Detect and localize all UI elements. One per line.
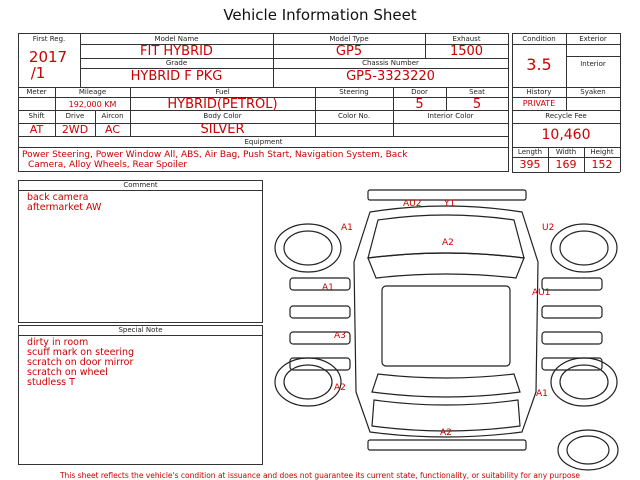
damage-mark-a3: A3 xyxy=(334,331,346,341)
condition-label: Condition xyxy=(522,35,556,43)
equipment-label: Equipment xyxy=(244,138,283,146)
left-front-fender xyxy=(290,278,350,290)
rear-window-shape xyxy=(372,374,520,397)
recycle-fee-value: 10,460 xyxy=(541,127,591,143)
equipment-line-2: Camera, Alloy Wheels, Rear Spoiler xyxy=(28,160,188,170)
grade-label: Grade xyxy=(165,59,188,67)
disclaimer-footer: This sheet reflects the vehicle's condition at issuance and does not guarantee its current state, functionality, or suitability for any purpose xyxy=(59,471,581,480)
damage-mark-a1-left-door: A1 xyxy=(322,283,334,293)
damage-mark-u2: U2 xyxy=(542,223,555,233)
grade-value: HYBRID F PKG xyxy=(130,69,223,84)
color-no-label: Color No. xyxy=(337,112,371,120)
damage-mark-a1-rear-right: A1 xyxy=(536,389,548,399)
info-grid xyxy=(0,0,640,180)
equipment-line-1: Power Steering, Power Window All, ABS, Air Bag, Push Start, Navigation System, Back xyxy=(22,150,408,160)
mileage-value: 192,000 KM xyxy=(68,100,117,109)
special-note-line-1: dirty in room xyxy=(27,337,89,348)
special-note-line-2: scuff mark on steering xyxy=(27,347,135,358)
model-name-label: Model Name xyxy=(154,35,199,43)
door-value: 5 xyxy=(415,97,424,112)
recycle-fee-label: Recycle Fee xyxy=(545,112,587,120)
right-front-fender xyxy=(542,278,602,290)
model-type-value: GP5 xyxy=(335,44,363,59)
first-reg-month: /1 xyxy=(30,64,46,82)
roof-shape xyxy=(382,286,510,366)
first-reg-label: First Reg. xyxy=(32,35,66,43)
seat-label: Seat xyxy=(469,88,485,96)
rear-bumper-shape xyxy=(368,440,526,450)
body-color-value: SILVER xyxy=(200,122,245,137)
chassis-number-value: GP5-3323220 xyxy=(346,69,435,84)
comment-line-1: back camera xyxy=(27,192,89,203)
right-front-door xyxy=(542,306,602,318)
special-note-text xyxy=(19,336,262,388)
aircon-label: Aircon xyxy=(101,112,124,120)
comment-box xyxy=(18,180,263,323)
condition-value: 3.5 xyxy=(526,55,552,74)
length-value: 395 xyxy=(519,158,541,171)
hood-shape xyxy=(368,215,524,258)
comment-label: Comment xyxy=(19,181,262,191)
damage-mark-au2: AU2 xyxy=(403,199,422,209)
equipment-text xyxy=(22,150,508,170)
windshield-shape xyxy=(368,253,524,278)
sheet-title: Vehicle Information Sheet xyxy=(223,6,417,24)
model-type-label: Model Type xyxy=(329,35,369,43)
steering-label: Steering xyxy=(339,88,369,96)
height-value: 152 xyxy=(591,158,613,171)
shift-value: AT xyxy=(29,123,44,136)
syaken-label: Syaken xyxy=(580,88,606,96)
drive-value: 2WD xyxy=(61,123,89,136)
comment-line-2: aftermarket AW xyxy=(27,202,102,213)
tailgate-shape xyxy=(372,400,520,431)
body-color-label: Body Color xyxy=(203,112,242,120)
width-value: 169 xyxy=(555,158,577,171)
chassis-number-label: Chassis Number xyxy=(362,59,419,67)
drive-label: Drive xyxy=(65,112,85,120)
damage-mark-y1: Y1 xyxy=(444,199,456,209)
special-note-line-5: studless T xyxy=(27,377,75,388)
fuel-value: HYBRID(PETROL) xyxy=(167,97,278,112)
comment-text xyxy=(19,191,262,213)
damage-mark-au1: AU1 xyxy=(532,288,551,298)
history-label: History xyxy=(526,88,552,96)
shift-label: Shift xyxy=(28,112,45,120)
meter-label: Meter xyxy=(26,88,47,96)
damage-mark-a1-front-left: A1 xyxy=(341,223,353,233)
damage-mark-a2-hood: A2 xyxy=(442,238,454,248)
damage-mark-a2-rear-left: A2 xyxy=(334,383,346,393)
width-label: Width xyxy=(555,148,577,156)
damage-mark-a2-rear-bumper: A2 xyxy=(440,428,452,438)
special-note-label: Special Note xyxy=(19,326,262,336)
left-front-door xyxy=(290,306,350,318)
exhaust-value: 1500 xyxy=(449,44,484,59)
exhaust-label: Exhaust xyxy=(452,35,481,43)
interior-color-label: Interior Color xyxy=(427,112,474,120)
first-reg-year: 2017 xyxy=(28,48,68,66)
model-name-value: FIT HYBRID xyxy=(140,44,213,59)
door-label: Door xyxy=(411,88,428,96)
seat-value: 5 xyxy=(472,97,482,112)
special-note-line-3: scratch on door mirror xyxy=(27,357,134,368)
mileage-label: Mileage xyxy=(78,88,107,96)
history-value: PRIVATE xyxy=(522,99,556,108)
fuel-label: Fuel xyxy=(215,88,230,96)
interior-label: Interior xyxy=(580,60,606,68)
special-note-box xyxy=(18,325,263,465)
right-rear-door xyxy=(542,332,602,344)
height-label: Height xyxy=(590,148,614,156)
aircon-value: AC xyxy=(104,123,120,136)
length-label: Length xyxy=(517,148,543,156)
special-note-line-4: scratch on wheel xyxy=(27,367,108,378)
exterior-label: Exterior xyxy=(579,35,607,43)
